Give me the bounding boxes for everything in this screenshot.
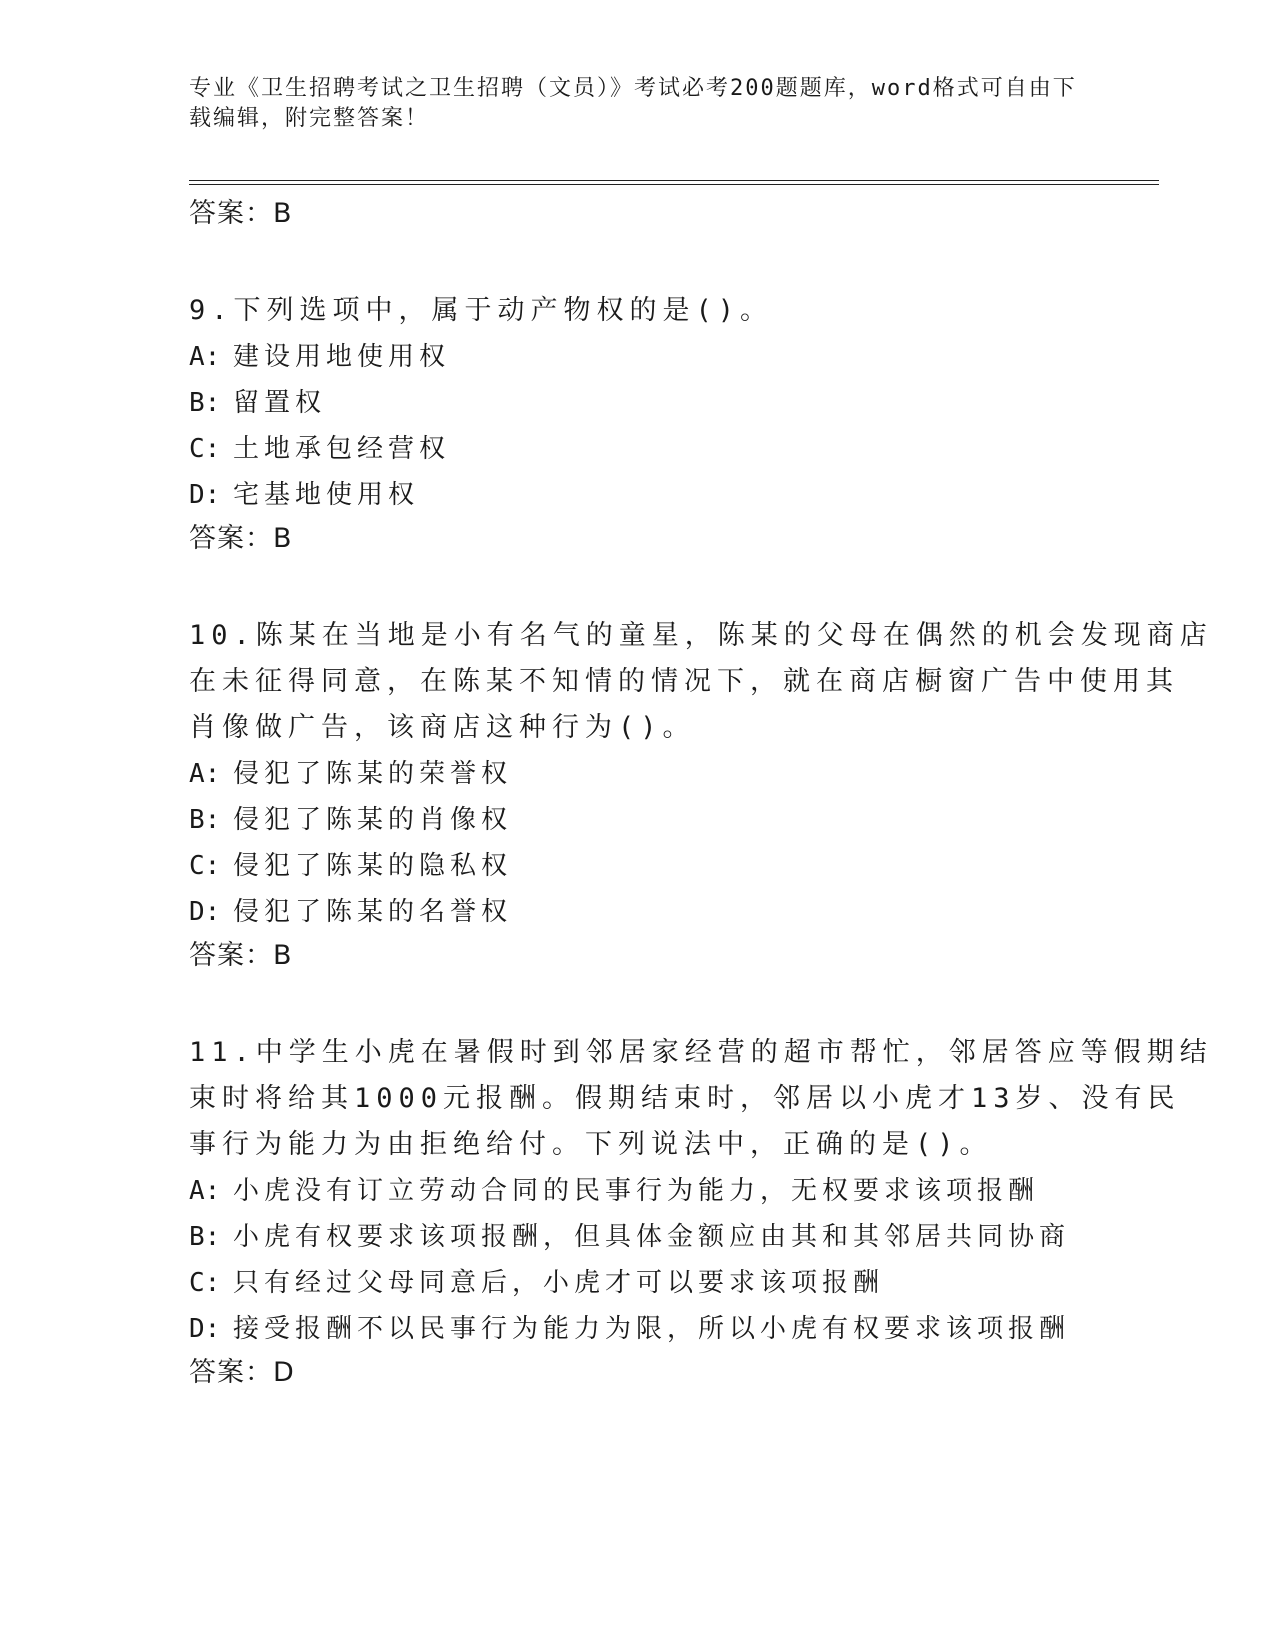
question-block — [189, 288, 1089, 560]
answer-line: 答案：B — [189, 198, 293, 229]
question-text: 10.陈某在当地是小有名气的童星，陈某的父母在偶然的机会发现商店 — [189, 620, 1213, 651]
option-item — [189, 751, 1089, 797]
option-item — [189, 334, 1089, 380]
option-text: 小虎有权要求该项报酬，但具体金额应由其和其邻居共同协商 — [233, 1222, 1071, 1252]
document-header: 专业《卫生招聘考试之卫生招聘（文员）》考试必考200题题库，word格式可自由下载编辑，附完整答案！ — [189, 76, 1077, 131]
option-item — [189, 426, 1089, 472]
option-item — [189, 1306, 1089, 1352]
question-text: 9.下列选项中，属于动产物权的是()。 — [189, 295, 774, 326]
option-label: A: — [189, 342, 221, 372]
question-text: 在未征得同意，在陈某不知情的情况下，就在商店橱窗广告中使用其 — [189, 666, 1179, 697]
option-label: C: — [189, 434, 221, 464]
option-item — [189, 380, 1089, 426]
spacer — [189, 560, 1089, 613]
option-label: B: — [189, 1222, 221, 1252]
answer-line: 答案：B — [189, 523, 293, 554]
option-item — [189, 797, 1089, 843]
question-content — [189, 193, 1213, 1394]
question-block — [189, 1030, 1213, 1394]
header-rule-top — [189, 180, 1159, 181]
option-item — [189, 1168, 1089, 1214]
option-text: 建设用地使用权 — [233, 342, 451, 372]
option-item — [189, 1260, 1089, 1306]
header-rule-bottom — [189, 184, 1159, 185]
option-item — [189, 1214, 1089, 1260]
question-text: 束时将给其1000元报酬。假期结束时，邻居以小虎才13岁、没有民 — [189, 1083, 1181, 1114]
option-text: 留置权 — [233, 388, 327, 418]
option-text: 接受报酬不以民事行为能力为限，所以小虎有权要求该项报酬 — [233, 1314, 1071, 1344]
option-text: 侵犯了陈某的肖像权 — [233, 805, 513, 835]
option-item — [189, 843, 1089, 889]
answer-line: 答案：D — [189, 1357, 295, 1388]
option-label: B: — [189, 388, 221, 418]
option-label: C: — [189, 1268, 221, 1298]
spacer — [189, 977, 1089, 1030]
option-label: D: — [189, 480, 221, 510]
option-text: 侵犯了陈某的名誉权 — [233, 897, 513, 927]
answer-line: 答案：B — [189, 940, 293, 971]
option-label: A: — [189, 1176, 221, 1206]
question-text: 肖像做广告，该商店这种行为()。 — [189, 712, 696, 743]
option-text: 小虎没有订立劳动合同的民事行为能力，无权要求该项报酬 — [233, 1176, 1040, 1206]
option-text: 只有经过父母同意后，小虎才可以要求该项报酬 — [233, 1268, 885, 1298]
option-label: D: — [189, 1314, 221, 1344]
option-text: 侵犯了陈某的荣誉权 — [233, 759, 513, 789]
option-text: 土地承包经营权 — [233, 434, 451, 464]
option-label: A: — [189, 759, 221, 789]
option-label: B: — [189, 805, 221, 835]
option-text: 侵犯了陈某的隐私权 — [233, 851, 513, 881]
question-text: 11.中学生小虎在暑假时到邻居家经营的超市帮忙，邻居答应等假期结 — [189, 1037, 1213, 1068]
option-label: D: — [189, 897, 221, 927]
spacer — [189, 235, 1089, 288]
option-item — [189, 889, 1089, 935]
question-text: 事行为能力为由拒绝给付。下列说法中，正确的是()。 — [189, 1129, 993, 1160]
question-block — [189, 613, 1213, 977]
option-label: C: — [189, 851, 221, 881]
option-item — [189, 472, 1089, 518]
option-text: 宅基地使用权 — [233, 480, 420, 510]
